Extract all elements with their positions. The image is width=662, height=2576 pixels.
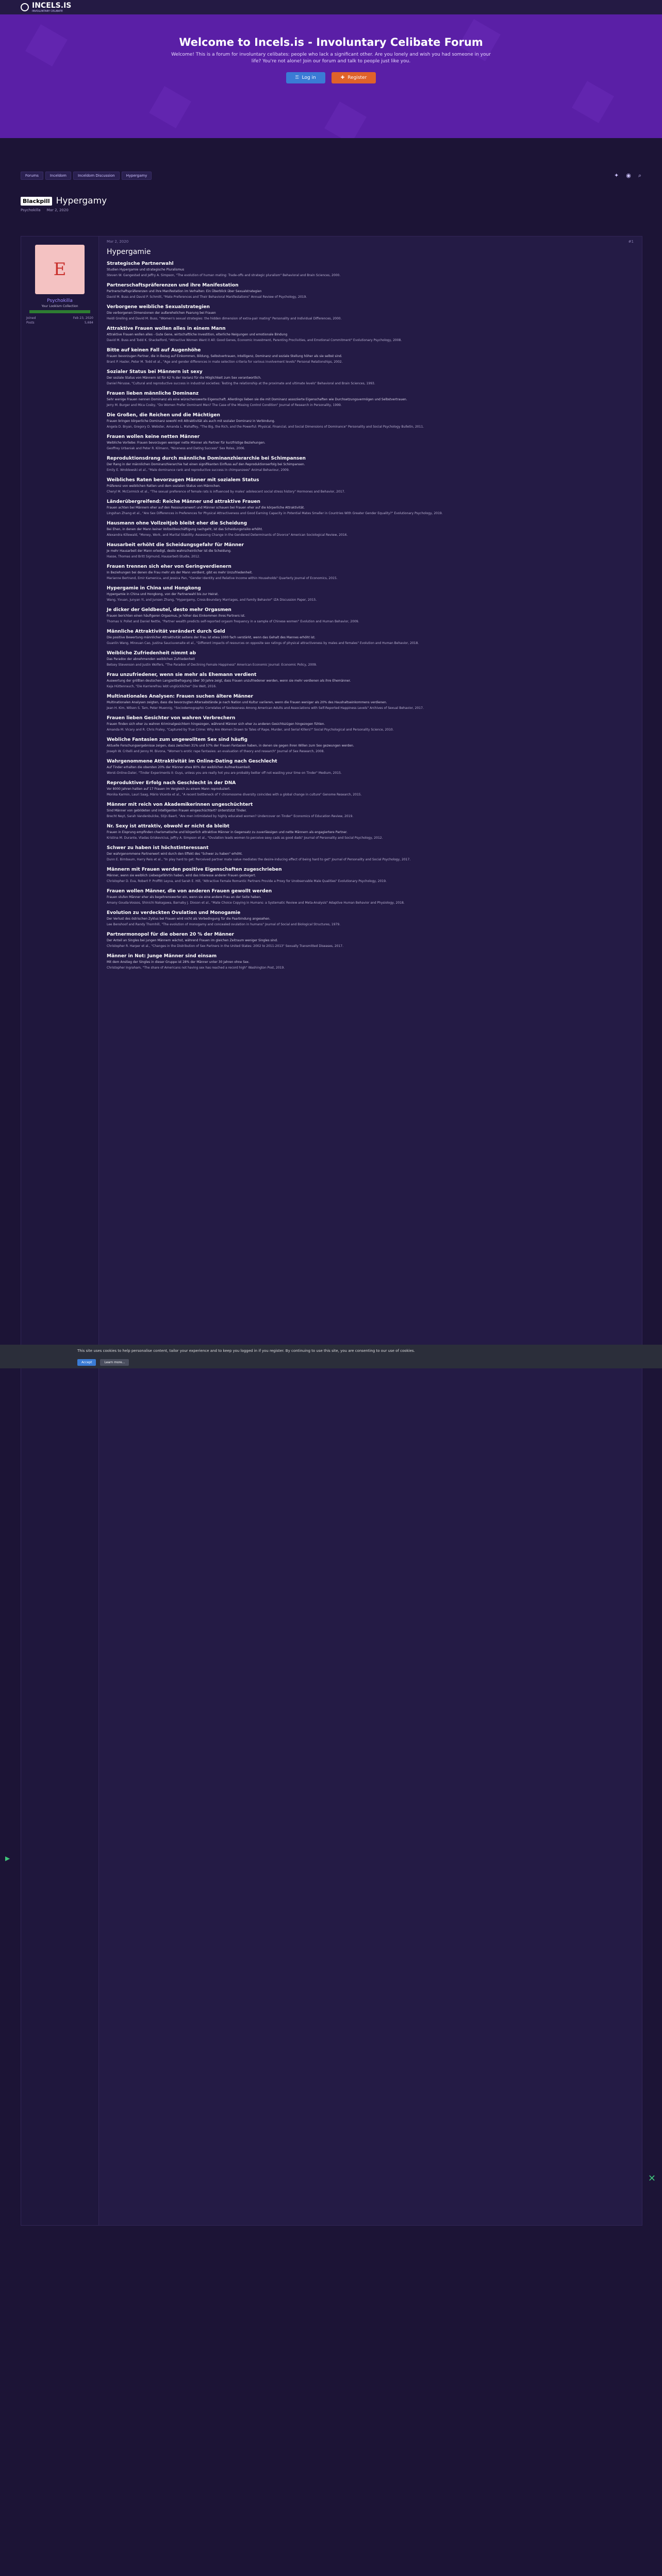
breadcrumb-item[interactable]: Inceldom Discussion — [73, 172, 120, 180]
section-text: Frauen stufen Männer eher als begehrenswerter ein, wenn sie eine andere Frau an der Seite haben. — [107, 895, 261, 899]
section-citation[interactable]: Brant P. Hasler, Peter M. Todd et al., "Age and gender differences in mate selection criteria for various involvement levels" Personal Relationships, 2002. — [107, 360, 343, 364]
welcome-description: Welcome! This is a forum for involuntary celibates: people who lack a significant other. Are you lonely and wish you had someone in your life? You're not alone! Join our forum and talk to people just like you. — [171, 52, 491, 64]
section-text: Präferenz von weiblichen Ratten und dem sozialen Status von Männchen. — [107, 484, 221, 488]
section-heading: Frauen trennen sich eher von Geringverdienern — [107, 564, 231, 569]
post-number[interactable]: #1 — [628, 240, 634, 244]
section-text: Frauen bevorzugen Partner, die in Bezug auf Einkommen, Bildung, Selbstvertrauen, Intelligenz, Dominanz und soziale Stellung höher als sie selbst sind. — [107, 354, 342, 358]
stat-label: Joined — [26, 316, 36, 320]
section-citation[interactable]: Guanlin Wang, Minxuan Cao, Justina Sauciuvenaite et al., "Different impacts of resources on opposite sex ratings of physical attractiveness by males and females" Evolution and Human Behavior, 2018. — [107, 641, 419, 645]
post-section — [107, 737, 634, 754]
post-section — [107, 283, 634, 299]
section-text: Auswertung der größten deutschen Langzeitbefragung über 30 Jahre zeigt, dass Frauen unzufriedener werden, wenn sie mehr verdienen als ihre Ehemänner. — [107, 679, 351, 683]
post-section — [107, 824, 634, 840]
nav-icons — [614, 172, 641, 179]
post-section — [107, 672, 634, 689]
thread-author[interactable]: Psychokilla — [21, 208, 41, 212]
section-text: Aktuelle Forschungsergebnisse zeigen, dass zwischen 31% und 57% der Frauen Fantasien haben, in denen sie gegen ihren Willen zum Sex gezwungen werden. — [107, 744, 354, 748]
section-citation[interactable]: Heidi Greiling and David M. Buss, "Women's sexual strategies: the hidden dimension of extra-pair mating" Personality and Individual Differences, 2000. — [107, 317, 342, 320]
section-heading: Frauen wollen Männer, die von anderen Frauen gewollt werden — [107, 889, 272, 894]
post-section — [107, 304, 634, 321]
section-citation[interactable]: Steven W. Gangestad and Jeffry A. Simpson, "The evolution of human mating: Trade-offs and strategic pluralism" Behavioral and Brain Sciences, 2000. — [107, 274, 341, 277]
twitter-icon[interactable]: ✦ — [614, 172, 619, 179]
section-heading: Nr. Sexy ist attraktiv, obwohl er nicht da bleibt — [107, 824, 229, 829]
section-heading: Weibliches Raten bevorzugen Männer mit sozialem Status — [107, 478, 259, 483]
section-text: Auf Tinder erhalten die obersten 20% der Männer etwa 80% der weiblichen Aufmerksamkeit. — [107, 766, 251, 769]
section-citation[interactable]: Angela D. Bryan, Gregory D. Webster, Amanda L. Mahaffey, "The Big, the Rich, and the Powerful: Physical, Financial, and Social Dimensions of Dominance" Personality and Social Psychology Bulletin, 2011. — [107, 425, 424, 429]
section-heading: Multinationales Analysen: Frauen suchen ältere Männer — [107, 694, 253, 699]
post-section — [107, 391, 634, 408]
breadcrumb-item[interactable]: Forums — [21, 172, 43, 180]
key-icon: ⚿ — [295, 75, 299, 80]
section-citation[interactable]: Cheryl M. McCormick et al., "The sexual preference of female rats is influenced by males' adolescent social stress history" Hormones and Behavior, 2017. — [107, 490, 345, 494]
section-text: Attraktive Frauen wollen alles - Gute Gene, wirtschaftliche Investition, elterliche Neigungen und emotionale Bindung — [107, 333, 288, 336]
section-citation[interactable]: David M. Buss and David P. Schmitt, "Mate Preferences and Their Behavioral Manifestations" Annual Review of Psychology, 2019. — [107, 295, 307, 299]
section-text: Das Paradox der abnehmenden weiblichen Zufriedenheit — [107, 657, 195, 661]
section-citation[interactable]: Dunn E. Birnbaum, Harry Reis et al., "In play hard to get: Perceived partner mate value mediates the desire-inducing effect of being hard to get" Journal of Personality and Social Psychology, 2017. — [107, 858, 411, 861]
section-citation[interactable]: Christopher D. Eva, Robert P. Proffitt Leyva, and Sarah E. Hill, "Attractive Female Romantic Partners Provide a Proxy for Unobservable Male Qualities" Evolutionary Psychology, 2019. — [107, 879, 387, 883]
post-container — [21, 236, 642, 2226]
user-stats — [26, 316, 93, 325]
post-section — [107, 629, 634, 646]
section-citation[interactable]: Christopher R. Harper et al., "Changes in the Distribution of Sex Partners in the United States: 2002 to 2011-2013" Sexually Transmitted Diseases, 2017. — [107, 944, 344, 948]
cookie-notice — [0, 1345, 662, 1368]
section-heading: Partnermonopol für die oberen 20 % der Männer — [107, 932, 234, 937]
section-heading: Hausmann ohne Vollzeitjob bleibt eher die Scheidung — [107, 521, 247, 526]
logo-subtitle: INVOLUNTARY CELIBATE — [32, 10, 63, 13]
section-text: Der Rang in der männlichen Dominanzhierarchie hat einen signifikanten Einfluss auf den Reproduktionserfolg bei Schimpansen. — [107, 463, 305, 466]
section-heading: Schwer zu haben ist höchstinteressant — [107, 845, 209, 851]
rss-icon[interactable]: ◉ — [626, 172, 631, 179]
breadcrumb-item[interactable]: Inceldom — [45, 172, 71, 180]
post-user-panel — [21, 236, 99, 2225]
post-section — [107, 889, 634, 905]
section-citation[interactable]: Lingshan Zhang et al., "Are Sex Differences in Preferences for Physical Attractiveness and Good Earning Capacity in Potential Mates Smaller in Countries With Greater Gender Equality?" Evolutionary Psychology, 2019. — [107, 512, 443, 515]
post-section — [107, 932, 634, 948]
post-section — [107, 413, 634, 429]
section-text: Die verborgenen Dimensionen der außerehelichen Paarung bei Frauen — [107, 311, 216, 315]
section-text: Der Anteil an Singles bei jungen Männern wächst, während Frauen im gleichen Zeitraum weniger Singles sind. — [107, 939, 278, 942]
section-citation[interactable]: Amanda M. Vicary and R. Chris Fraley, "Captured by True Crime: Why Are Women Drawn to Tales of Rape, Murder, and Serial Killers?" Social Psychological and Personality Science, 2010. — [107, 728, 394, 732]
section-text: Je mehr Hausarbeit der Mann erledigt, desto wahrscheinlicher ist die Scheidung. — [107, 549, 231, 553]
search-icon[interactable]: ⌕ — [638, 172, 641, 179]
section-heading: Frauen lieben männliche Dominanz — [107, 391, 199, 396]
section-text: Studien Hypergamie und strategische Pluralismus — [107, 268, 185, 272]
page-footer — [0, 2246, 662, 2576]
section-citation[interactable]: Geoffrey Urbaniak and Peter R. Kilmann, "Niceness and Dating Success" Sex Roles, 2006. — [107, 447, 245, 450]
section-text: Multinationalen Analysen zeigten, dass die bevorzugten Altersabstände je nach Nation und Kultur variieren, wenn die Frauen weniger als 20% des Haushaltseinkommens verdienen. — [107, 701, 387, 704]
top-bar — [0, 0, 662, 14]
section-heading: Sozialer Status bei Männern ist sexy — [107, 369, 203, 375]
username[interactable]: Psychokilla — [47, 298, 73, 303]
section-text: Sind Männer von gebildeten und intelligenten Frauen eingeschüchtert? Unterstützt Tinder. — [107, 809, 247, 812]
post-section — [107, 607, 634, 624]
section-citation[interactable]: Emily E. Wroblewski et al., "Male dominance rank and reproductive success in chimpanzees" Animal Behaviour, 2009. — [107, 468, 290, 472]
post-section — [107, 434, 634, 451]
cookie-text: This site uses cookies to help personalise content, tailor your experience and to keep you logged in if you register. By continuing to use this site, you are consenting to our use of cookies. — [77, 1349, 415, 1353]
section-heading: Reproduktionsdrang durch männliche Dominanzhierarchie bei Schimpansen — [107, 456, 306, 461]
section-citation[interactable]: Brecht Neyt, Sarah Vandenbulcke, Stijn Baert, "Are men intimidated by highly educated women? Undercover on Tinder" Economics of Education Review, 2019. — [107, 815, 354, 818]
section-heading: Männern mit Frauen werden positive Eigenschaften zugeschrieben — [107, 867, 282, 872]
section-citation[interactable]: Alexandra Killewald, "Money, Work, and Marital Stability: Assessing Change in the Gendered Determinants of Divorce" American Sociological Review, 2016. — [107, 533, 348, 537]
post-section — [107, 326, 634, 343]
section-text: Der wahrgenommene Partnerwert wird durch den Effekt des "Schwer zu haben" erhöht. — [107, 852, 243, 856]
section-heading: Frau unzufriedener, wenn sie mehr als Ehemann verdient — [107, 672, 257, 677]
post-section — [107, 954, 634, 970]
section-citation[interactable]: Marianne Bertrand, Emir Kamenica, and Jessica Pan, "Gender Identity and Relative Income within Households" Quarterly Journal of Economics, 2015. — [107, 577, 338, 580]
post-section — [107, 543, 634, 559]
section-citation[interactable]: Hasse, Thomas and Britt Sigmund, Hausarbeit-Studie, 2012. — [107, 555, 201, 558]
section-text: Hypergamie in China und Hongkong, von der Partnerwahl bis zur Heirat. — [107, 592, 219, 596]
post-section — [107, 867, 634, 884]
thread-title-bar — [21, 196, 107, 206]
section-heading: Weibliche Zufriedenheit nimmt ab — [107, 651, 196, 656]
post-heading: Hypergamie — [107, 248, 151, 256]
section-text: Bei Ehen, in denen der Mann keiner Vollzeitbeschäftigung nachgeht, ist das Scheidungsrisiko erhöht. — [107, 528, 263, 531]
section-citation[interactable]: Amany Gouda-Vossos, Shinichi Nakagawa, Barnaby J. Dixson et al., "Mate Choice Copying in Humans: a Systematic Review and Meta-Analysis" Adaptive Human Behavior and Physiology, 2018. — [107, 901, 405, 905]
thread-meta — [21, 208, 69, 212]
section-text: Frauen achten bei Männern eher auf den Ressourcenwert und Männer schauen bei Frauen eher auf die körperliche Attraktivität. — [107, 506, 305, 510]
user-plus-icon: ✚ — [340, 75, 345, 80]
cookie-learn-more-button[interactable]: Learn more... — [100, 1359, 129, 1366]
section-text: Frauen in Eisprung empfinden charismatische und körperlich attraktive Männer in Gegensatz zu zuverlässigen und nette Männern als engagiertere Partner. — [107, 831, 347, 834]
section-heading: Attraktive Frauen wollen alles in einem Mann — [107, 326, 226, 331]
thread-date: Mar 2, 2020 — [46, 208, 69, 212]
scroll-indicator-icon[interactable]: ▶ — [5, 1855, 10, 1862]
section-text: Frauen berichten einen häufigeren Orgasmus, je höher das Einkommen ihres Partners ist. — [107, 614, 245, 618]
section-heading: Reproduktiver Erfolg nach Geschlecht in der DNA — [107, 781, 236, 786]
breadcrumb — [21, 172, 152, 180]
section-heading: Länderübergreifend: Reiche Männer und attraktive Frauen — [107, 499, 260, 504]
section-heading: Die Großen, die Reichen und die Mächtigen — [107, 413, 220, 418]
section-citation[interactable]: Joseph W. Critelli and Jenny M. Bivona, "Women's erotic rape fantasies: an evaluation of theory and research" Journal of Sex Research, 2008. — [107, 750, 325, 753]
post-section — [107, 651, 634, 667]
breadcrumb-row — [21, 170, 641, 181]
logo-icon — [21, 3, 29, 11]
stat-value: 5,684 — [84, 321, 93, 325]
post-content — [107, 236, 634, 970]
section-heading: Strategische Partnerwahl — [107, 261, 174, 266]
section-text: Weibliche Vorliebe: Frauen bevorzugen weniger nette Männer als Partner für kurzfristige Beziehungen. — [107, 441, 266, 445]
avatar[interactable]: E — [35, 245, 85, 294]
section-text: In Beziehungen bei denen die Frau mehr als der Mann verdient, gibt es mehr Unzufriedenheit. — [107, 571, 253, 574]
section-heading: Männer mit reich von Akademikerinnen ungeschüchtert — [107, 802, 253, 807]
section-text: Die positive Bewertung männlicher Attraktivität seitens der Frau ist etwa 1000 fach verstärkt, wenn das Gehalt des Mannes erhöht ist. — [107, 636, 316, 639]
section-citation[interactable]: Christopher Ingraham, "The share of Americans not having sex has reached a record high" Washington Post, 2019. — [107, 966, 285, 970]
cookie-accept-button[interactable]: Accept — [77, 1359, 96, 1366]
section-citation[interactable]: David M. Buss and Todd K. Shackelford, "Attractive Women Want it All: Good Genes, Economic Investment, Parenting Proclivities, and Emotional Commitment" Evolutionary Psychology, 2008. — [107, 338, 402, 342]
section-citation[interactable]: Wang, Yixuan, Junyan Yi, and Junsen Zhang, "Hypergamy, Cross-Boundary Marriages, and Family Behavior" IZA Discussion Paper, 2015. — [107, 598, 317, 602]
section-citation[interactable]: Jean H. Kim, Wilson S. Tam, Peter Muennig, "Sociodemographic Correlates of Sexlessness Among American Adults and Associations with Self-Reported Happiness Levels" Archives of Sexual Behavior, 2017. — [107, 706, 424, 710]
section-citation[interactable]: Kaja Hüttenrauch, "Die Karrierefrau lebt unglücklicher" Die Welt, 2016. — [107, 685, 217, 688]
breadcrumb-item[interactable]: Hypergamy — [122, 172, 152, 180]
section-citation[interactable]: Jerry M. Burger and Mica Cosby, "Do Women Prefer Dominant Men? The Case of the Missing Control Condition" Journal of Research in Personality, 1999. — [107, 403, 342, 407]
section-text: Der soziale Status von Männern ist für 62 % der Varianz für die Möglichkeit zum Sex verantwortlich. — [107, 376, 261, 380]
section-heading: Webliche Fantasien zum ungewolltem Sex sind häufig — [107, 737, 247, 742]
login-button[interactable] — [286, 72, 325, 83]
post-section — [107, 716, 634, 732]
user-stat-row — [26, 321, 93, 325]
post-sections — [107, 261, 634, 970]
post-section — [107, 802, 634, 819]
section-heading: Frauen wollen keine netten Männer — [107, 434, 200, 439]
section-citation[interactable]: Lee Benshoof and Randy Thornhill, "The evolution of monogamy and concealed ovulation in humans" Journal of Social and Biological Structures, 1979. — [107, 923, 341, 926]
section-heading: Wahrgenommene Attraktivität im Online-Dating nach Geschlecht — [107, 759, 277, 764]
stat-label: Posts — [26, 321, 35, 325]
section-text: Mit dem Anstieg der Singles in dieser Gruppe ist 28% der Männer unter 30 Jahren ohne Sex. — [107, 960, 250, 964]
section-citation[interactable]: Worst-Online-Dater, "Tinder Experiments II: Guys, unless you are really hot you are probably better off not wasting your time on Tinder" Medium, 2015. — [107, 771, 342, 775]
user-title: Your Lookism Collection — [41, 304, 78, 308]
section-citation[interactable]: Daniel Pérusse, "Cultural and reproductive success in industrial societies: Testing the relationship at the proximate and ultimate levels" Behavioral and Brain Sciences, 1993. — [107, 382, 375, 385]
post-date[interactable]: Mar 2, 2020 — [107, 240, 129, 244]
post-section — [107, 369, 634, 386]
post-header — [107, 240, 634, 244]
post-section — [107, 478, 634, 494]
section-heading: Evolution zu verdeckten Ovulation und Monogamie — [107, 910, 241, 916]
section-text: Sehr wenige Frauen nennen Dominanz als eine wünschenswerte Eigenschaft. Allerdings lieben sie die mit Dominanz assoziierte Eigenschaften wie Durchsetzungsvermögen und Selbstvertrauen. — [107, 398, 407, 401]
section-text: Der Verlust des östrischen Zyklus bei Frauen wird nicht als Vorbedingung für die Paarbindung angesehen. — [107, 917, 271, 921]
close-icon[interactable]: ✕ — [648, 2173, 656, 2184]
section-heading: Hypergamie in China und Hongkong — [107, 586, 201, 591]
post-section — [107, 499, 634, 516]
register-label: Register — [347, 75, 367, 80]
post-section — [107, 586, 634, 602]
post-section — [107, 910, 634, 927]
user-rank-bar — [29, 310, 90, 313]
post-section — [107, 348, 634, 364]
section-text: Frauen finden sich eher zu wahren Kriminalgesichtern hingezogen, während Männer sich eher zu anderen Gesichtszügen hingezogen fühlen. — [107, 722, 325, 726]
section-citation[interactable]: Monika Karmin, Lauri Saag, Mário Vicente et al., "A recent bottleneck of Y chromosome diversity coincides with a global change in culture" Genome Research, 2015. — [107, 793, 362, 796]
welcome-banner — [0, 14, 662, 138]
login-label: Log in — [302, 75, 316, 80]
section-text: Vor 8000 Jahren hatten auf 17 Frauen im Vergleich zu einem Mann reproduziert. — [107, 787, 231, 791]
section-citation[interactable]: Kristina M. Durante, Vladas Griskevicius, Jeffry A. Simpson et al., "Ovulation leads women to perceive sexy cads as good dads" Journal of Personality and Social Psychology, 2012. — [107, 836, 383, 840]
post-section — [107, 564, 634, 581]
logo-text: INCELS.IS — [32, 2, 72, 10]
section-citation[interactable]: Betsey Stevenson and Justin Wolfers, "The Paradox of Declining Female Happiness" American Economic Journal: Economic Policy, 2009. — [107, 663, 317, 667]
section-heading: Hausarbeit erhöht die Scheidungsgefahr für Männer — [107, 543, 244, 548]
stat-value: Feb 23, 2020 — [73, 316, 93, 320]
section-heading: Je dicker der Geldbeutel, desto mehr Orgasmen — [107, 607, 231, 613]
post-section — [107, 845, 634, 862]
register-button[interactable] — [332, 72, 376, 83]
post-section — [107, 521, 634, 537]
section-heading: Partnerschaftspräferenzen und ihre Manifestation — [107, 283, 239, 288]
post-section — [107, 261, 634, 278]
section-text: Männer, wenn sie weiblich Liebesgefährtin haben, wird das Interesse anderer Frauen gesteigert. — [107, 874, 256, 877]
section-text: Frauen bringen körperliche Dominanz sowohl mit Attraktivität als auch mit sozialer Dominanz in Verbindung. — [107, 419, 275, 423]
post-section — [107, 759, 634, 775]
post-section — [107, 456, 634, 472]
post-section — [107, 694, 634, 710]
user-stat-row — [26, 316, 93, 320]
section-heading: Männer in Not: Junge Männer sind einsam — [107, 954, 217, 959]
thread-title: Hypergamy — [56, 196, 107, 206]
section-citation[interactable]: Thomas V. Pollet and Daniel Nettle, "Partner wealth predicts self-reported orgasm frequency in a sample of Chinese women" Evolution and Human Behavior, 2009. — [107, 620, 359, 623]
welcome-title: Welcome to Incels.is - Involuntary Celibate Forum — [179, 36, 483, 48]
section-heading: Frauen lieben Gesichter von wahren Verbrechern — [107, 716, 236, 721]
post-section — [107, 781, 634, 797]
thread-prefix-badge[interactable]: Blackpill — [21, 197, 52, 206]
section-heading: Männliche Attraktivität verändert durch Geld — [107, 629, 225, 634]
site-logo[interactable] — [21, 2, 71, 13]
section-heading: Bitte auf keinen Fall auf Augenhöhe — [107, 348, 201, 353]
section-text: Partnerschaftspräferenzen und ihre Manifestation im Verhalten: Ein Überblick über Sexualstrategien — [107, 290, 262, 293]
section-heading: Verborgene weibliche Sexualstrategien — [107, 304, 210, 310]
